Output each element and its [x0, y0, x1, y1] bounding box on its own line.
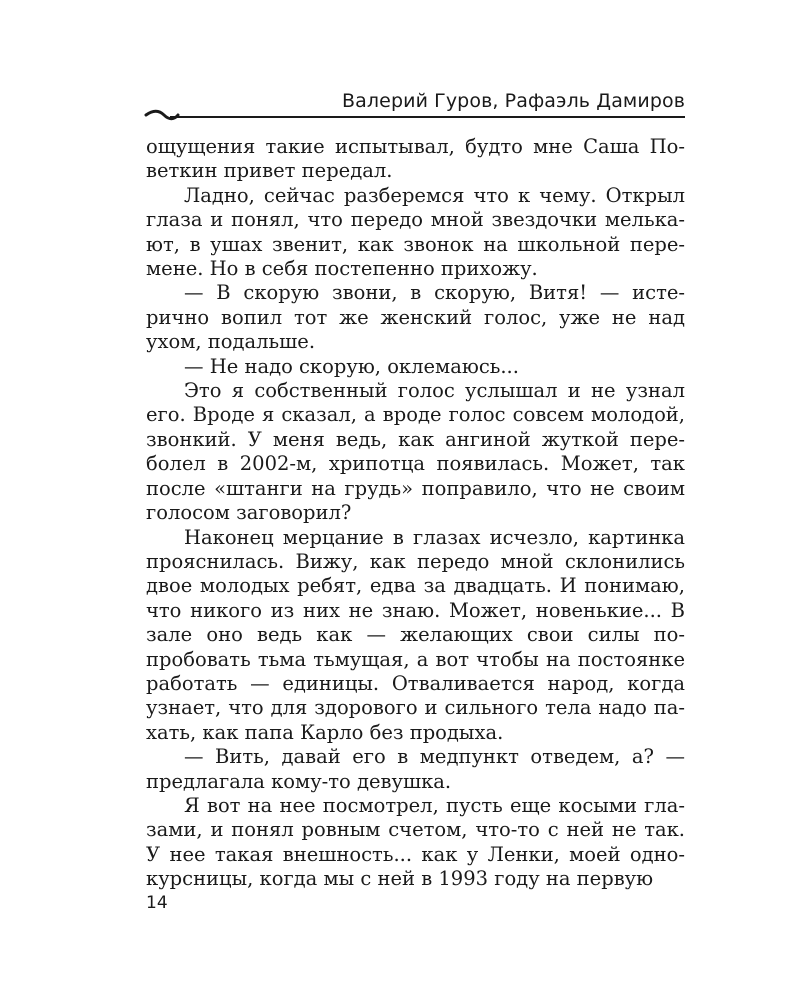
running-header — [140, 84, 685, 124]
page-number: 14 — [146, 893, 168, 913]
paragraph: Наконец мерцание в глазах исчезло, картинка прояснилась. Вижу, как передо мной склонились двое молодых ребят, едва за двадцать. И понимаю, что никого из них не знаю. Может, новенькие... В зале оно ведь как — желающих свои силы попробовать тьма тьмущая, а вот чтобы на постоянке работать — единицы. Отваливается народ, когда узнает, что для здорового и сильного тела надо пахать, как папа Карло без продыха. — [146, 525, 685, 744]
paragraph: — Вить, давай его в медпункт отведем, а? — предлагала кому-то девушка. — [146, 745, 685, 793]
paragraph: Это я собственный голос услышал и не узнал его. Вроде я сказал, а вроде голос совсем молодой, звонкий. У меня ведь, как ангиной жуткой переболел в 2002-м, хрипотца появилась. Может, так после «штанги на грудь» поправило, что не своим голосом заговорил? — [146, 379, 685, 525]
paragraph: — В скорую звони, в скорую, Витя! — истерично вопил тот же женский голос, уже не над ухом, подальше. — [146, 281, 685, 354]
swoosh-ornament-icon — [144, 106, 180, 124]
body-text — [146, 135, 685, 892]
header-authors: Валерий Гуров, Рафаэль Дамиров — [342, 90, 685, 112]
paragraph: ощущения такие испытывал, будто мне Саша Поветкин привет передал. — [146, 135, 685, 183]
header-rule — [170, 116, 685, 118]
paragraph: Я вот на нее посмотрел, пусть еще косыми глазами, и понял ровным счетом, что-то с ней не так. У нее такая внешность... как у Ленки, моей однокурсницы, когда мы с ней в 1993 году на первую — [146, 793, 685, 891]
paragraph: Ладно, сейчас разберемся что к чему. Открыл глаза и понял, что передо мной звездочки мелькают, в ушах звенит, как звонок на школьной перемене. Но в себя постепенно прихожу. — [146, 183, 685, 281]
paragraph: — Не надо скорую, оклемаюсь... — [184, 354, 519, 378]
